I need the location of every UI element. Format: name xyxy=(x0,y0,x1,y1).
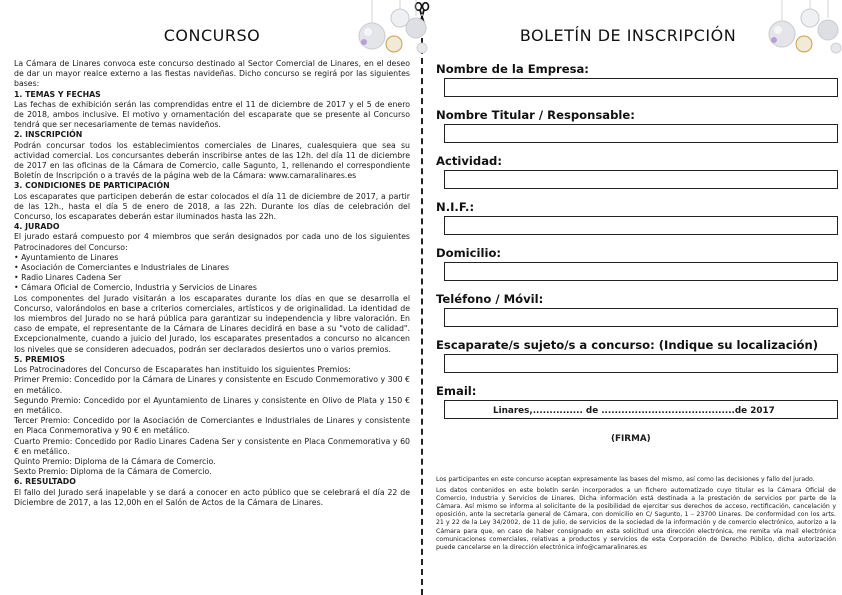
telefono-label: Teléfono / Móvil: xyxy=(436,292,544,306)
section-text: Podrán concursar todos los establecimientos comerciales de Linares, cualesquiera que sea su actividad comercial. Los concursantes deberán inscribirse antes de las 12h. del día 11 de diciembre de 2017 en las oficinas de la Cámara de Comercio, calle Sagunto, 1, rellenando el correspondiente Boletín de Inscripción o a través de la página web de la Cámara: www.camaralinares.es xyxy=(14,140,410,181)
list-item: • Ayuntamiento de Linares xyxy=(14,253,410,263)
telefono-field[interactable] xyxy=(444,308,838,327)
titular-field[interactable] xyxy=(444,124,838,143)
section-title: 2. INSCRIPCIÓN xyxy=(14,130,83,140)
section-title: 4. JURADO xyxy=(14,222,60,232)
date-line: Linares,............... de ........................................de 2017 xyxy=(493,406,775,416)
section-text: Los escaparates que participen deberán de estar colocados el día 11 de diciembre de 2017, a partir de las 12h., hasta el día 5 de enero de 2018, a las 22h. Durante los días de celebración del Concurso, los escaparates deberán estar iluminados hasta las 22h. xyxy=(14,191,410,222)
intro-paragraph: La Cámara de Linares convoca este concurso destinado al Sector Comercial de Linares, en el deseo de dar un mayor realce externo a las fiestas navideñas. Dicho concurso se regirá por las siguientes bases: xyxy=(14,59,410,89)
section-title: 1. TEMAS Y FECHAS xyxy=(14,89,101,99)
prize-item: Primer Premio: Concedido por la Cámara de Linares y consistente en Escudo Conmemorativo y 300 € en metálico. xyxy=(14,375,410,395)
actividad-label: Actividad: xyxy=(436,154,502,168)
escaparate-label: Escaparate/s sujeto/s a concurso: (Indique su localización) xyxy=(436,338,819,352)
actividad-field[interactable] xyxy=(444,170,838,189)
sponsor-list xyxy=(14,253,410,294)
prize-item: Sexto Premio: Diploma de la Cámara de Comercio. xyxy=(14,467,212,477)
legal-paragraph: Los datos contenidos en este boletín serán incorporados a un fichero automatizado cuyo titular es la Cámara Oficial de Comercio, Industria y Servicios de Linares. Dicha información está destinada a la prestación de servicios por parte de la Cámara. Así mismo se informa al solicitante de la posibilidad de ejercitar sus derechos de acceso, rectificación, cancelación y oposición, ante la secretaría general de Cámara, con domicilio en C/ Sagunto, 1 – 23700 Linares. De conformidad con los arts. 21 y 22 de la Ley 34/2002, de 11 de julio, de servicios de la sociedad de la información y de comercio electrónico, autorizo a la Cámara para que, en caso de haber consignado en esta solicitud una dirección electrónica, me remita vía mail electrónica comunicaciones comerciales, relativas a productos y servicios de esta Corporación de Derecho Público, dicha autorización puede cancelarse en la dirección electrónica info@camaralinares.es xyxy=(436,487,836,551)
list-item: • Asociación de Comerciantes e Industriales de Linares xyxy=(14,263,410,273)
email-label: Email: xyxy=(436,384,477,398)
signature-label: (FIRMA) xyxy=(611,434,651,444)
section-text: Los Patrocinadores del Concurso de Escaparates han instituido los siguientes Premios: xyxy=(14,365,351,375)
section-text: El jurado estará compuesto por 4 miembros que serán designados por cada uno de los siguientes Patrocinadores del Concurso: xyxy=(14,232,410,252)
concurso-title: CONCURSO xyxy=(163,26,261,45)
legal-paragraph: Los participantes en este concurso aceptan expresamente las bases del mismo, así como las decisiones y fallo del jurado. xyxy=(436,476,815,483)
prize-item: Quinto Premio: Diploma de la Cámara de Comercio. xyxy=(14,456,216,466)
cut-line xyxy=(421,28,423,595)
escaparate-field[interactable] xyxy=(444,354,838,373)
concurso-panel xyxy=(14,0,410,595)
boletin-title: BOLETÍN DE INSCRIPCIÓN xyxy=(519,26,737,45)
domicilio-field[interactable] xyxy=(444,262,838,281)
legal-text xyxy=(436,476,836,555)
nif-label: N.I.F.: xyxy=(436,200,475,214)
inscription-form xyxy=(436,60,836,428)
section-title: 3. CONDICIONES DE PARTICIPACIÓN xyxy=(14,181,170,191)
list-item: • Cámara Oficial de Comercio, Industria y Servicios de Linares xyxy=(14,283,410,293)
section-title: 6. RESULTADO xyxy=(14,477,76,487)
section-text: Las fechas de exhibición serán las comprendidas entre el 11 de diciembre de 2017 y el 5 de enero de 2018, ambos inclusive. El motivo y ornamentación del escaparate que se presente al Concurso tendrá que ser necesariamente de temas navideños. xyxy=(14,99,410,130)
titular-label: Nombre Titular / Responsable: xyxy=(436,108,635,122)
domicilio-label: Domicilio: xyxy=(436,246,502,260)
boletin-panel xyxy=(428,0,836,595)
section-title: 5. PREMIOS xyxy=(14,354,66,364)
prize-item: Tercer Premio: Concedido por la Asociación de Comerciantes e Industriales de Linares y consistente en Placa Conmemorativa y 90 € en metálico. xyxy=(14,416,410,436)
empresa-label: Nombre de la Empresa: xyxy=(436,62,589,76)
bases-text xyxy=(14,59,410,508)
prize-item: Cuarto Premio: Concedido por Radio Linares Cadena Ser y consistente en Placa Conmemorativa y 60 € en metálico. xyxy=(14,436,410,456)
prize-item: Segundo Premio: Concedido por el Ayuntamiento de Linares y consistente en Olivo de Plata y 150 € en metálico. xyxy=(14,395,410,415)
nif-field[interactable] xyxy=(444,216,838,235)
section-text: Los componentes del Jurado visitarán a los escaparates durante los días en que se desarrolla el Concurso, valorándolos en base a criterios comerciales, artísticos y de originalidad. La identidad de los miembros del Jurado no se hará pública para garantizar su independencia y libre valoración. En caso de empate, el representante de la Cámara de Linares decidirá en base a su "voto de calidad". Excepcionalmente, cuando a juicio del Jurado, los escaparates presentados a concurso no alcancen los niveles que se consideren adecuados, podrán ser declarados desiertos uno o varios premios. xyxy=(14,293,410,354)
section-text: El fallo del Jurado será inapelable y se dará a conocer en acto público que se celebrará el día 22 de Diciembre de 2017, a las 12,00h en el Salón de Actos de la Cámara de Linares. xyxy=(14,487,410,507)
empresa-field[interactable] xyxy=(444,78,838,97)
list-item: • Radio Linares Cadena Ser xyxy=(14,273,410,283)
